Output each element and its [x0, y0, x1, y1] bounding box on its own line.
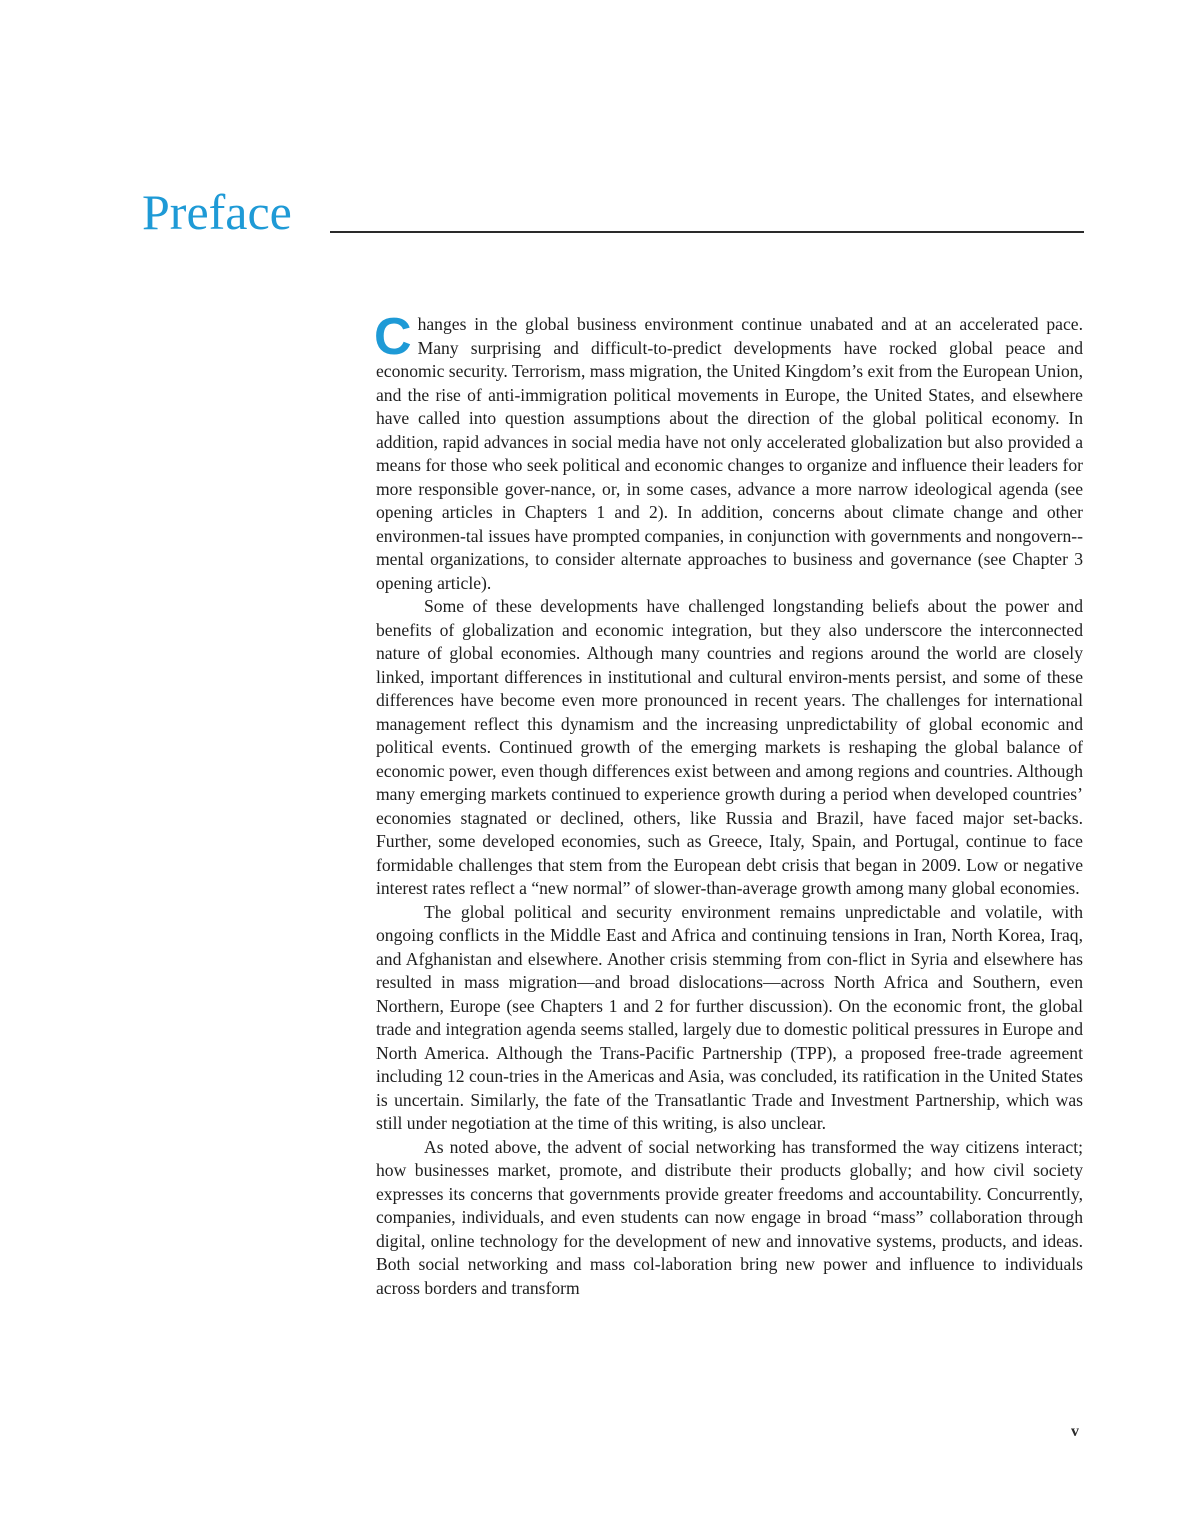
title-rule: [330, 231, 1084, 233]
title-row: [142, 186, 1084, 238]
paragraph-4: As noted above, the advent of social networking has transformed the way citizens interact; how businesses market, promote, and distribute their products globally; and how civil society expresses its concerns that governments provide greater freedoms and accountability. Concurrently, companies, individuals, and even students can now engage in broad “mass” collaboration through digital, online technology for the development of new and innovative systems, products, and ideas. Both social networking and mass col-laboration bring new power and influence to individuals across borders and transform: [376, 1136, 1083, 1298]
paragraph-1: [374, 308, 1083, 595]
paragraph-3: The global political and security environment remains unpredictable and volatile, with ongoing conflicts in the Middle East and Africa and continuing tensions in Iran, North Korea, Iraq, and Afghanistan and elsewhere. Another crisis stemming from con-flict in Syria and elsewhere has resulted in mass migration—and broad dislocations—across North Africa and Southern, even Northern, Europe (see Chapters 1 and 2 for further discussion). On the economic front, the global trade and integration agenda seems stalled, largely due to domestic political pressures in Europe and North America. Although the Trans-Pacific Partnership (TPP), a proposed free-trade agreement including 12 coun-tries in the Americas and Asia, was concluded, its ratification in the United States is uncertain. Similarly, the fate of the Transatlantic Trade and Investment Partnership, which was still under negotiation at the time of this writing, is also unclear.: [376, 901, 1083, 1133]
page-title: Preface: [142, 184, 292, 240]
paragraph-1-text: hanges in the global business environment continue unabated and at an accelerated pace. Many surprising and difficult-to-predict developments have rocked global peace and economic security. Terrorism, mass migration, the United Kingdom’s exit from the European Union, and the rise of anti-immigration political movements in Europe, the United States, and elsewhere have called into question assumptions about the direction of the global political economy. In addition, rapid advances in social media have not only accelerated globalization but also provided a means for those who seek political and economic changes to organize and influence their leaders for more responsible gover-nance, or, in some cases, advance a more narrow ideological agenda (see opening articles in Chapters 1 and 2). In addition, concerns about climate change and other environmen-tal issues have prompted companies, in conjunction with governments and nongovern-mental organizations, to consider alternate approaches to business and governance (see Chapter 3 opening article).: [376, 314, 1083, 593]
drop-cap: C: [374, 308, 412, 366]
paragraph-2: Some of these developments have challenged longstanding beliefs about the power and benefits of globalization and economic integration, but they also underscore the interconnected nature of global economies. Although many countries and regions around the world are closely linked, important differences in institutional and cultural environ-ments persist, and some of these differences have become even more pronounced in recent years. The challenges for international management reflect this dynamism and the increasing unpredictability of global economic and political events. Continued growth of the emerging markets is reshaping the global balance of economic power, even though differences exist between and among regions and countries. Although many emerging markets continued to experience growth during a period when developed countries’ economies stagnated or declined, others, like Russia and Brazil, have faced major set-backs. Further, some developed economies, such as Greece, Italy, Spain, and Portugal, continue to face formidable challenges that stem from the European debt crisis that began in 2009. Low or negative interest rates reflect a “new normal” of slower-than-average growth among many global economies.: [376, 596, 1083, 898]
page-number: v: [1071, 1423, 1079, 1440]
body-text: [374, 308, 1083, 1300]
